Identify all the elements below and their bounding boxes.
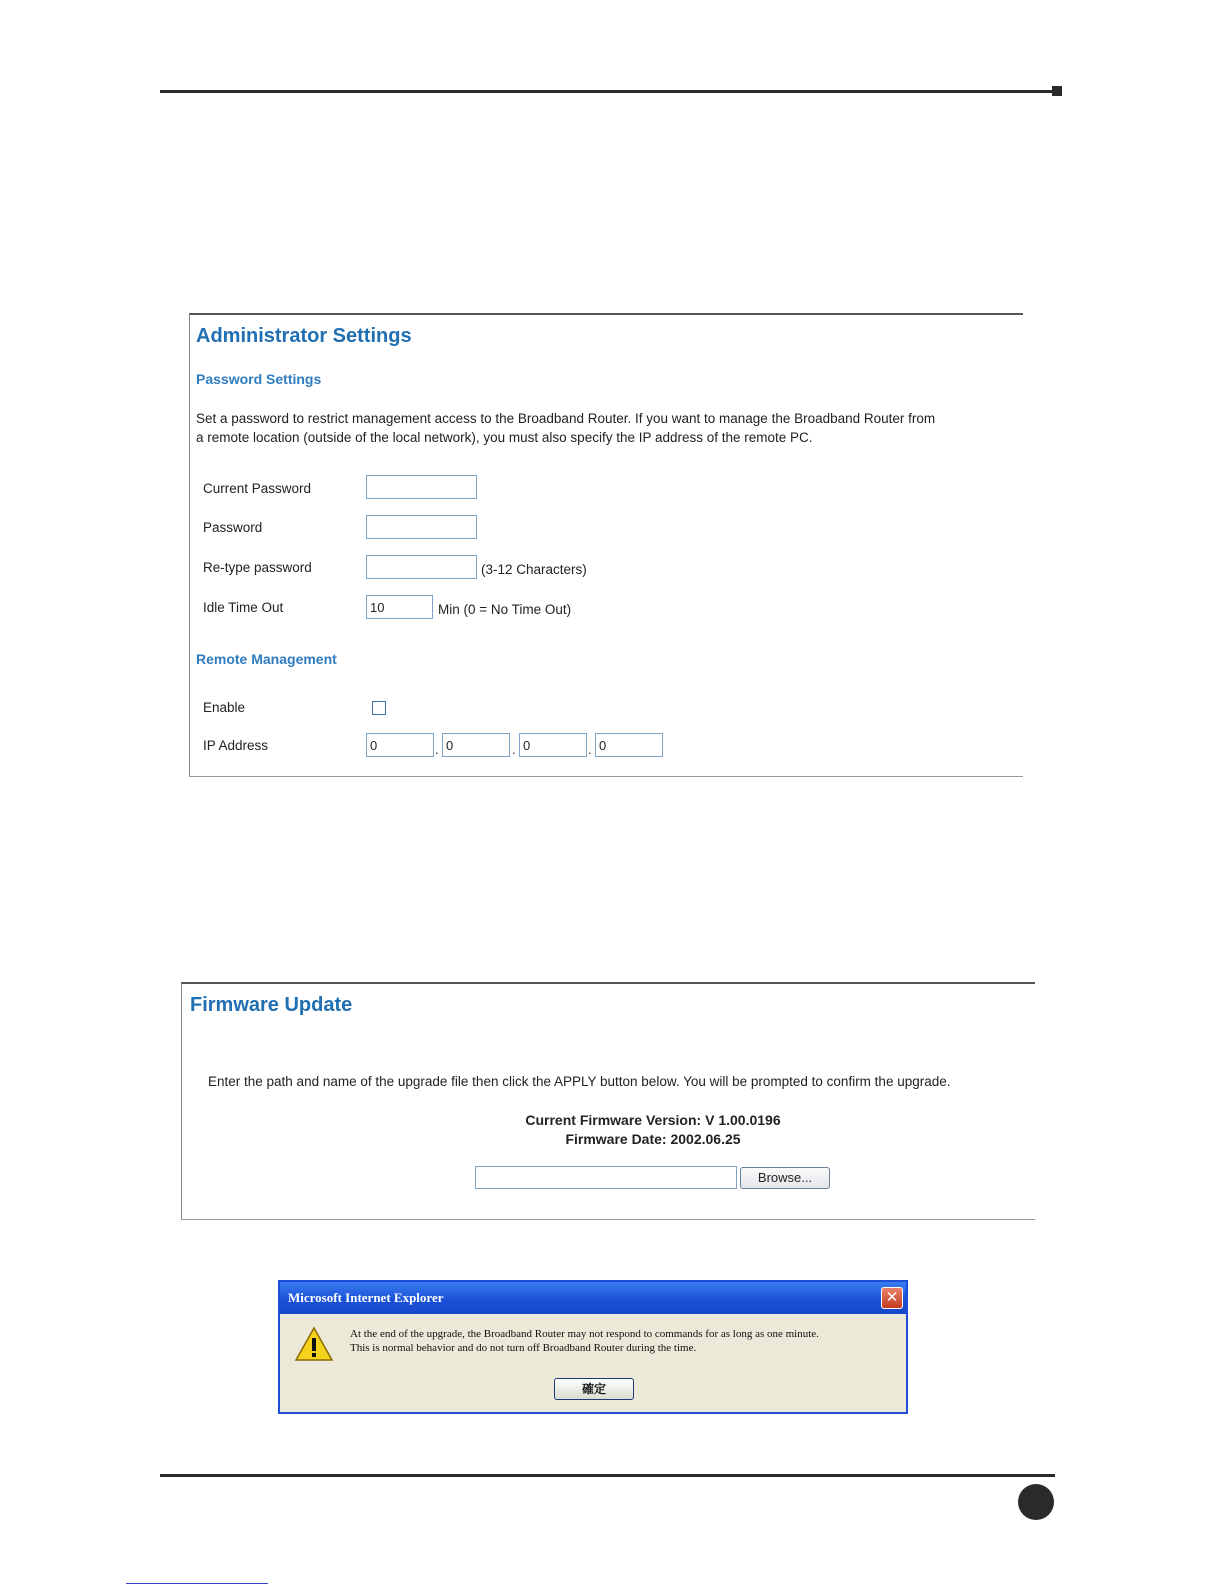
admin-description-line2: a remote location (outside of the local network), you must also specify the IP address of the remote PC.: [196, 430, 813, 445]
remote-enable-checkbox[interactable]: [372, 701, 386, 715]
admin-settings-title: Administrator Settings: [196, 325, 412, 347]
password-settings-heading: Password Settings: [196, 371, 322, 387]
dialog-title: Microsoft Internet Explorer: [288, 1290, 444, 1305]
ip-dot: .: [512, 742, 516, 757]
footer-link-underline: [126, 1583, 268, 1584]
page-number-marker: [1018, 1484, 1054, 1520]
dialog-message-line2: This is normal behavior and do not turn off Broadband Router during the time.: [350, 1342, 697, 1354]
firmware-update-title: Firmware Update: [190, 994, 353, 1016]
password-input[interactable]: [366, 515, 477, 539]
warning-icon: [294, 1326, 334, 1362]
firmware-version: Current Firmware Version: V 1.00.0196: [525, 1112, 781, 1128]
admin-description-line1: Set a password to restrict management access to the Broadband Router. If you want to manage the Broadband Router from: [196, 411, 936, 426]
idle-timeout-input[interactable]: [366, 595, 433, 619]
footer-rule: [160, 1474, 1055, 1477]
retype-hint: (3-12 Characters): [481, 562, 587, 577]
firmware-date: Firmware Date: 2002.06.25: [565, 1131, 741, 1147]
retype-password-label: Re-type password: [203, 560, 312, 575]
idle-timeout-hint: Min (0 = No Time Out): [438, 602, 572, 617]
firmware-instructions: Enter the path and name of the upgrade file then click the APPLY button below. You will be prompted to confirm the upgrade.: [208, 1074, 951, 1089]
ip-address-label: IP Address: [203, 738, 269, 753]
current-password-input[interactable]: [366, 475, 477, 499]
current-password-label: Current Password: [203, 481, 312, 496]
header-rule: [160, 90, 1058, 93]
ip-dot: .: [588, 742, 592, 757]
browse-button[interactable]: Browse...: [740, 1167, 830, 1189]
ip-octet-1-input[interactable]: [366, 733, 434, 757]
ip-octet-2-input[interactable]: [442, 733, 510, 757]
ie-confirm-dialog: [278, 1280, 908, 1414]
admin-settings-panel: [189, 313, 1023, 777]
idle-timeout-label: Idle Time Out: [203, 600, 284, 615]
enable-label: Enable: [203, 700, 246, 715]
header-rule-marker: [1052, 86, 1062, 96]
dialog-ok-button[interactable]: 確定: [554, 1378, 634, 1400]
ip-octet-3-input[interactable]: [519, 733, 587, 757]
retype-password-input[interactable]: [366, 555, 477, 579]
remote-management-heading: Remote Management: [196, 651, 337, 667]
firmware-file-input[interactable]: [475, 1166, 737, 1189]
ip-dot: .: [435, 742, 439, 757]
password-label: Password: [203, 520, 263, 535]
firmware-update-panel: [181, 982, 1035, 1220]
ip-octet-4-input[interactable]: [595, 733, 663, 757]
dialog-titlebar: [280, 1282, 906, 1314]
dialog-message-line1: At the end of the upgrade, the Broadband Router may not respond to commands for as long as one minute.: [350, 1328, 819, 1340]
dialog-close-button[interactable]: ✕: [881, 1287, 903, 1309]
